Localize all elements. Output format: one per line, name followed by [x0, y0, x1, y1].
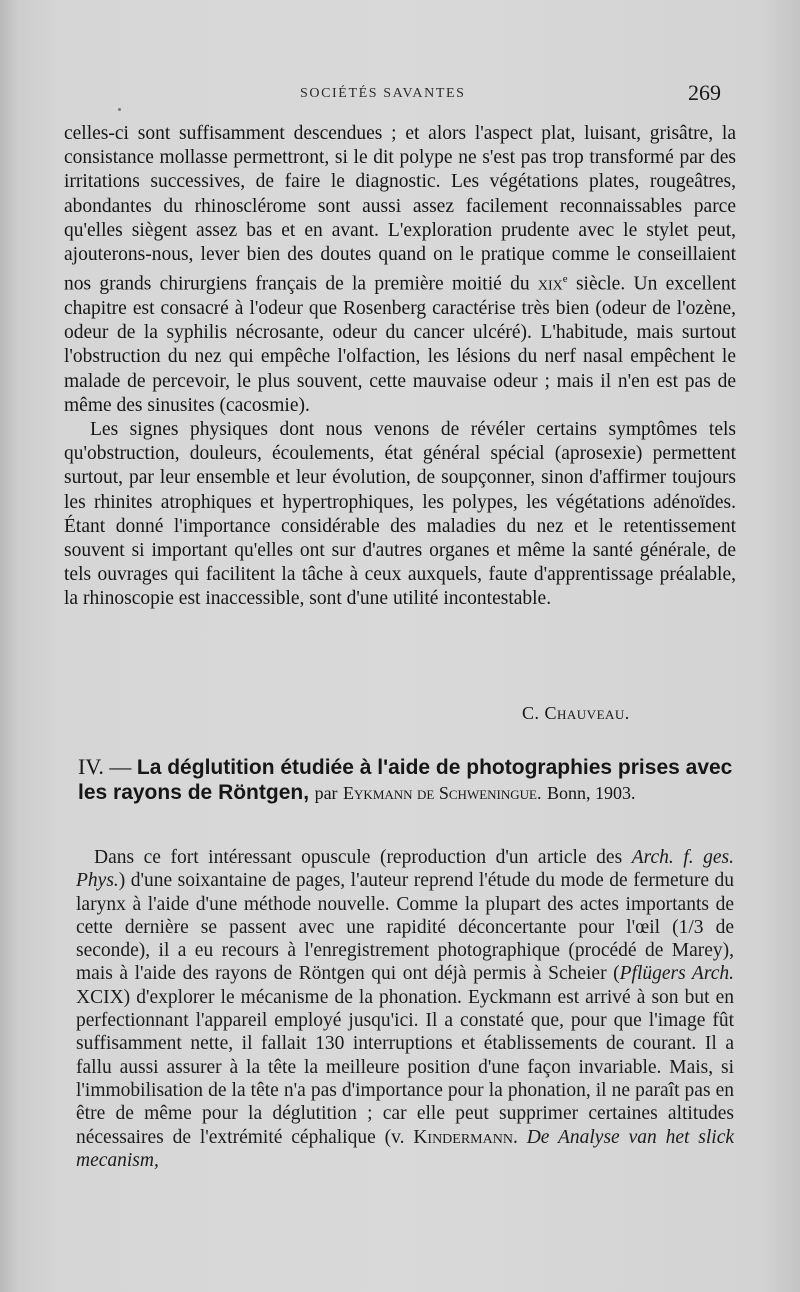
- review-paragraph-1-text: celles-ci sont suffisamment descendues ; et alors l'aspect plat, luisant, grisâtre, la consistance mollasse permettront, si le dit polype ne s'est pas trop transformé par des irritations successives, de faire le diagnostic. Les végétations plates, rougeâtres, abondantes du rhinosclérome sont aussi assez facilement reconnaissables parce qu'elles siègent assez bas et en avant. L'exploration prudente avec le stylet peut, ajouterons-nous, lever bien des doutes quand on le pratique comme le conseillaient nos grands chirurgiens français de la première moitié du: [64, 123, 736, 295]
- kindermann-name: Kindermann.: [413, 1126, 518, 1148]
- section-by: par: [314, 783, 338, 803]
- article-text-b: ) d'une soixantaine de pages, l'auteur reprend l'étude du mode de fermeture du larynx à l'aide d'une méthode nouvelle. Comme la plupart des actes importants de cette dernière se passent avec une rapidité déconcertante pour l'œil (1/3 de seconde), il a eu recours à l'enregistrement photographique (procédé de Marey), mais à l'aide des rayons de Röntgen qui ont déjà permis à Scheier (: [76, 870, 734, 985]
- review-signature: [522, 703, 630, 724]
- closing-title: De Analyse van het slick mecanism,: [76, 1126, 735, 1171]
- review-paragraph-1-end: siècle. Un excellent chapitre est consacré à l'odeur que Rosenberg caractérise très bien (odeur de l'ozène, odeur de la syphilis nécrosante, odeur du cancer ulcéré). L'habitude, mais surtout l'obstruction du nez qui empêche l'olfaction, les lésions du nerf nasal empêchent le malade de percevoir, le plus souvent, cette mauvaise odeur ; mais il n'en est pas de même des sinusites (cacosmie).: [64, 273, 737, 416]
- signature-initial: C.: [522, 703, 540, 723]
- section-place-year: Bonn, 1903.: [546, 783, 636, 803]
- section-numeral: IV. —: [78, 754, 132, 779]
- century-suffix: e: [562, 273, 568, 286]
- review-text: [64, 122, 736, 612]
- review-paragraph-1: [64, 122, 736, 418]
- page-speck: [118, 108, 121, 111]
- article-text: [76, 846, 734, 1172]
- article-text-a: Dans ce fort intéressant opuscule (reproduction d'un article des: [94, 847, 623, 868]
- section-title: La déglutition étudiée à l'aide de photographies prises avec les rayons de Röntgen,: [78, 756, 733, 804]
- section-author: Eykmann de Schweningue.: [343, 783, 542, 803]
- review-paragraph-2: Les signes physiques dont nous venons de révéler certains symptômes tels qu'obstruction, douleurs, écoulements, état général spécial (aprosexie) permettent surtout, par leur ensemble et leur évolution, de soupçonner, sinon d'affirmer toujours les rhinites atrophiques et hypertrophiques, les polypes, les végétations adénoïdes. Étant donné l'importance considérable des maladies du nez et le retentissement souvent si important qu'elles ont sur d'autres organes et même la santé générale, de tels ouvrages qui facilitent la tâche à ceux auxquels, faute d'apprentissage préalable, la rhinoscopie est inaccessible, sont d'une utilité incontestable.: [64, 418, 736, 610]
- journal-title: Arch. f. ges. Phys.: [76, 847, 735, 892]
- century-numeral: xix: [537, 273, 563, 295]
- section-heading: [78, 755, 738, 805]
- signature-name: Chauveau.: [544, 703, 630, 723]
- article-paragraph: [76, 846, 734, 1172]
- pfluger-title: Pflügers Arch.: [619, 963, 734, 985]
- page-number: 269: [688, 80, 721, 105]
- article-text-c: XCIX) d'explorer le mécanisme de la phonation. Eyckmann est arrivé à son but en perfectionnant l'appareil employé jusqu'ici. Il a constaté que, pour que l'image fût suffisamment nette, il fallait 130 interruptions et établissements de courant. Il a fallu aussi assurer à la tête la meilleure position d'une façon invariable. Mais, si l'immobilisation de la tête n'a pas d'importance pour la phonation, il ne paraît pas en être de même pour la déglutition ; car elle peut supprimer certaines altitudes nécessaires de l'extrémité céphalique (v.: [76, 986, 734, 1148]
- running-head: SOCIÉTÉS SAVANTES: [300, 86, 466, 101]
